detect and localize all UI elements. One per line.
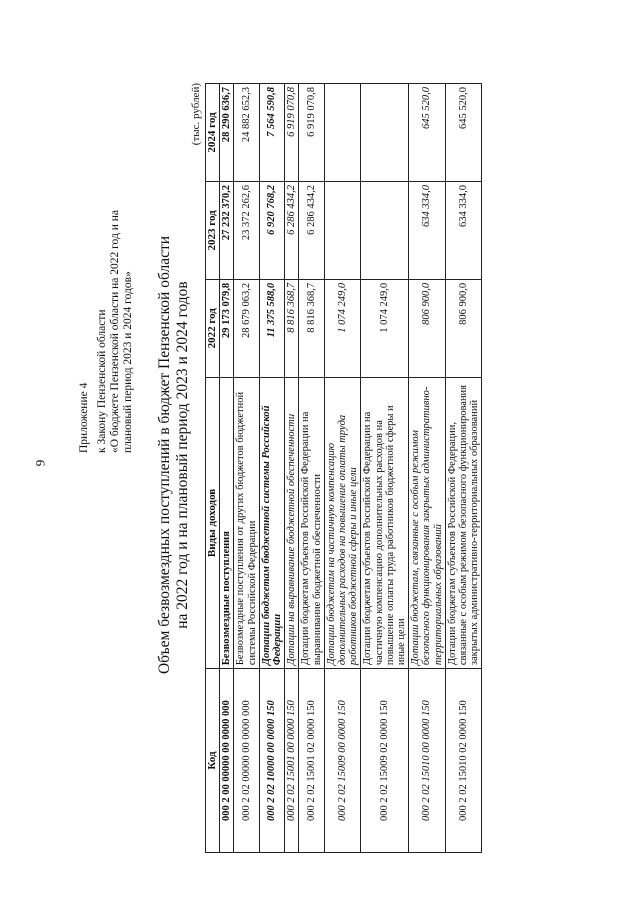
- table-row: [299, 84, 324, 853]
- table-row: [285, 84, 299, 853]
- appendix-header: [78, 93, 135, 453]
- row-2022: 28 679 063,2: [234, 279, 259, 377]
- row-code: 000 2 02 15009 02 0000 150: [361, 669, 409, 853]
- budget-table: [205, 83, 482, 853]
- table-row: [409, 84, 446, 853]
- row-2024: [361, 84, 409, 182]
- row-name: Дотации бюджетам субъектов Российской Федерации на выравнивание бюджетной обеспеченности: [299, 377, 324, 668]
- row-code: 000 2 02 15010 00 0000 150: [409, 669, 446, 853]
- row-code: 000 2 02 15010 02 0000 150: [445, 669, 482, 853]
- row-name: Дотации на выравнивание бюджетной обеспеченности: [285, 377, 299, 668]
- row-name: Дотации бюджетам бюджетной системы Российской Федерации: [259, 377, 284, 668]
- appendix-line-1: к Закону Пензенской области: [96, 309, 108, 453]
- header-2023: 2023 год: [206, 181, 220, 279]
- row-code: 000 2 02 00000 00 0000 000: [234, 669, 259, 853]
- header-name: Виды доходов: [206, 377, 220, 668]
- table-header-row: [206, 84, 220, 853]
- appendix-label: Приложение 4: [78, 382, 90, 453]
- table-row: [324, 84, 361, 853]
- row-2022: 8 816 368,7: [285, 279, 299, 377]
- row-2023: 634 334,0: [445, 181, 482, 279]
- row-2023: [361, 181, 409, 279]
- row-2023: 27 232 370,2: [220, 181, 234, 279]
- row-2024: 7 564 590,8: [259, 84, 284, 182]
- row-2024: 6 919 070,8: [299, 84, 324, 182]
- row-2024: 6 919 070,8: [285, 84, 299, 182]
- appendix-line-2: «О бюджете Пензенской области на 2022 год и на: [109, 210, 121, 453]
- row-2022: 806 900,0: [445, 279, 482, 377]
- row-2023: [324, 181, 361, 279]
- page-number: 9: [32, 459, 48, 467]
- units-label: (тыс. рублей): [190, 83, 202, 146]
- row-code: 000 2 00 00000 00 0000 000: [220, 669, 234, 853]
- row-2022: 1 074 249,0: [361, 279, 409, 377]
- table-row: [259, 84, 284, 853]
- row-2023: 6 286 434,2: [285, 181, 299, 279]
- row-2023: 634 334,0: [409, 181, 446, 279]
- row-name: Безвозмездные поступления: [220, 377, 234, 668]
- header-2024: 2024 год: [206, 84, 220, 182]
- header-2022: 2022 год: [206, 279, 220, 377]
- row-name: Дотации бюджетам на частичную компенсацию дополнительных расходов на повышение оплаты труда работников бюджетной сферы и иные цели: [324, 377, 361, 668]
- row-2024: 28 290 636,7: [220, 84, 234, 182]
- row-code: 000 2 02 15009 00 0000 150: [324, 669, 361, 853]
- row-name: Дотации бюджетам субъектов Российской Федерации на частичную компенсацию дополнительных расходов на повышение оплаты труда работников бюджетной сферы и иные цели: [361, 377, 409, 668]
- appendix-line-3: плановый период 2023 и 2024 годов»: [122, 271, 134, 453]
- row-2023: 6 286 434,2: [299, 181, 324, 279]
- row-2024: 645 520,0: [409, 84, 446, 182]
- table-row: [361, 84, 409, 853]
- row-name: Безвозмездные поступления от других бюджетов бюджетной системы Российской Федерации: [234, 377, 259, 668]
- row-2024: [324, 84, 361, 182]
- row-2022: 806 900,0: [409, 279, 446, 377]
- row-2024: 645 520,0: [445, 84, 482, 182]
- row-2022: 29 173 079,8: [220, 279, 234, 377]
- row-name: Дотации бюджетам, связанные с особым режимом безопасного функционирования закрытых административно-территориальных образований: [409, 377, 446, 668]
- table-row: [234, 84, 259, 853]
- row-2023: 6 920 768,2: [259, 181, 284, 279]
- row-2024: 24 882 652,3: [234, 84, 259, 182]
- title-line-1: Объем безвозмездных поступлений в бюджет Пензенской области: [156, 235, 173, 675]
- row-2022: 8 816 368,7: [299, 279, 324, 377]
- document-title: [156, 125, 192, 785]
- row-2022: 1 074 249,0: [324, 279, 361, 377]
- row-name: Дотации бюджетам субъектов Российской Федерации, связанные с особым режимом безопасного функционирования закрытых административно-территориальных образований: [445, 377, 482, 668]
- row-code: 000 2 02 15001 00 0000 150: [285, 669, 299, 853]
- row-code: 000 2 02 10000 00 0000 150: [259, 669, 284, 853]
- header-code: Код: [206, 669, 220, 853]
- row-2023: 23 372 262,6: [234, 181, 259, 279]
- row-2022: 11 375 588,0: [259, 279, 284, 377]
- table-row: [445, 84, 482, 853]
- row-code: 000 2 02 15001 02 0000 150: [299, 669, 324, 853]
- title-line-2: на 2022 год и на плановый период 2023 и 2024 годов: [174, 281, 191, 629]
- table-row: [220, 84, 234, 853]
